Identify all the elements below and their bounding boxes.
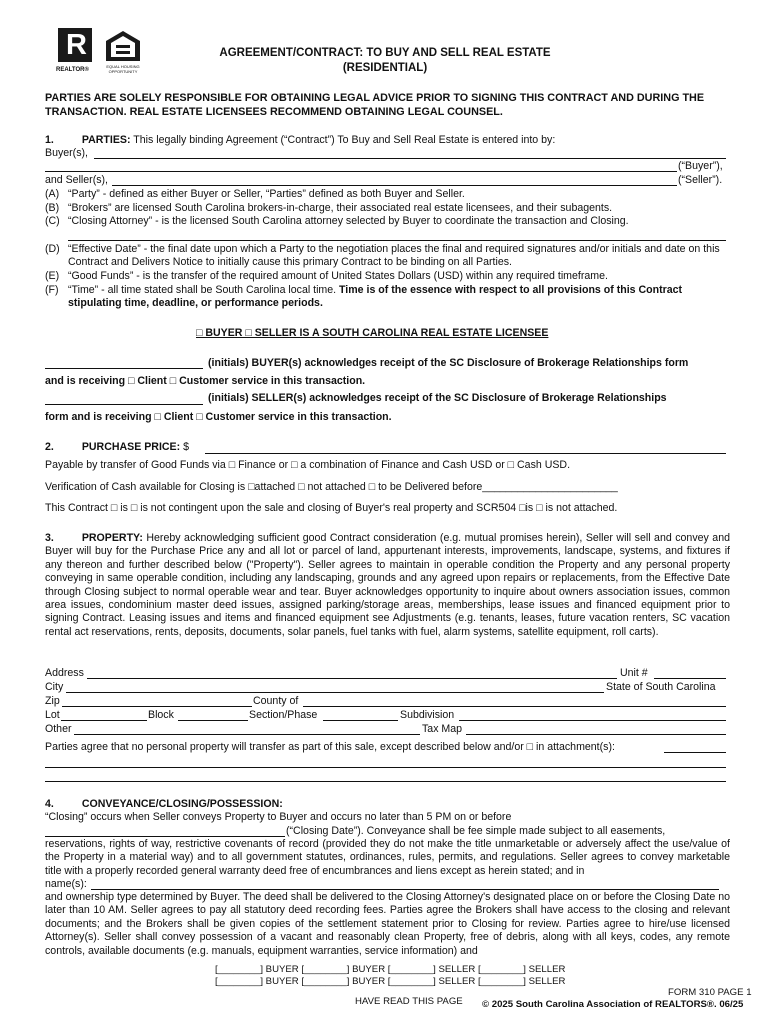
personal-property-field[interactable] [664, 752, 726, 753]
city-label: City [45, 681, 64, 693]
purchase-price-field[interactable] [205, 453, 726, 454]
buyer-ack-line-1: (initials) BUYER(s) acknowledges receipt of the SC Disclosure of Brokerage Relationships form [208, 357, 689, 369]
sellers-label: and Seller(s), [45, 174, 108, 186]
subdivision-field[interactable] [459, 720, 726, 721]
other-field[interactable] [74, 734, 420, 735]
equal-housing-text: EQUAL HOUSING OPPORTUNITY [106, 64, 140, 74]
buyers-name-line[interactable] [94, 158, 726, 159]
definition-d: (D) “Effective Date” - the final date upon which a Party to the negotiation places the final and required signatures and/or initials and date on this Contract and Delivers Notice to initially cause this primary Contract to be binding on all Parties. [45, 243, 720, 269]
definition-e: (E) “Good Funds” - is the transfer of the required amount of United States Dollars (USD) within any required timeframe. [45, 270, 608, 282]
lot-label: Lot [45, 709, 60, 721]
document-title [0, 46, 770, 76]
address-label: Address [45, 667, 84, 679]
personal-property-text[interactable]: Parties agree that no personal property will transfer as part of this sale, except described below and/or □ in attachment(s): [45, 741, 615, 753]
cash-verification[interactable]: Verification of Cash available for Closing is □attached □ not attached □ to be Delivered before_______________________ [45, 481, 618, 493]
block-field[interactable] [178, 720, 248, 721]
title-line-2: (RESIDENTIAL) [342, 62, 428, 74]
section-1-heading: 1. PARTIES: This legally binding Agreement (“Contract”) To Buy and Sell Real Estate is entered into by: [45, 134, 556, 146]
sellers-name-line[interactable] [112, 185, 677, 186]
state-label: State of South Carolina [606, 681, 716, 693]
licensee-checkbox-line[interactable]: □ BUYER □ SELLER IS A SOUTH CAROLINA REAL ESTATE LICENSEE [196, 327, 549, 339]
seller-ack-line-2[interactable]: form and is receiving □ Client □ Customer service in this transaction. [45, 411, 392, 423]
sale-contingency[interactable]: This Contract □ is □ is not contingent upon the sale and closing of Buyer's real property and SCR504 □is □ is not attached. [45, 502, 618, 514]
buyers-label: Buyer(s), [45, 147, 88, 159]
seller-ack-line-1: (initials) SELLER(s) acknowledges receipt of the SC Disclosure of Brokerage Relationships [208, 392, 667, 404]
legal-advice-warning: PARTIES ARE SOLELY RESPONSIBLE FOR OBTAINING LEGAL ADVICE PRIOR TO SIGNING THIS CONTRACT AND DURING THE TRANSACTION. REAL ESTATE LICENSEES RECOMMEND OBTAINING LEGAL COUNSEL. [45, 92, 705, 118]
lot-field[interactable] [61, 720, 147, 721]
title-line-1: AGREEMENT/CONTRACT: TO BUY AND SELL REAL ESTATE [219, 47, 551, 59]
closing-date-tag: (“Closing Date”). Conveyance shall be fee simple made subject to all easements, [286, 825, 666, 837]
names-field[interactable] [91, 889, 719, 890]
zip-field[interactable] [62, 706, 252, 707]
buyer-ack-line-2[interactable]: and is receiving □ Client □ Customer service in this transaction. [45, 375, 366, 387]
buyers-name-line-2[interactable] [45, 171, 677, 172]
definition-a: (A) “Party” - defined as either Buyer or Seller, “Parties” defined as both Buyer and Seller. [45, 188, 465, 200]
block-label: Block [148, 709, 174, 721]
county-field[interactable] [303, 706, 726, 707]
seller-initials-line[interactable] [45, 404, 203, 405]
payable-options[interactable]: Payable by transfer of Good Funds via □ Finance or □ a combination of Finance and Cash USD or □ Cash USD. [45, 459, 571, 471]
buyer-initials-line[interactable] [45, 368, 203, 369]
subdivision-label: Subdivision [400, 709, 455, 721]
definition-b: (B) “Brokers” are licensed South Carolina brokers-in-charge, their associated real estate licensees, and their subagents. [45, 202, 613, 214]
names-label: name(s): [45, 878, 87, 890]
unit-field[interactable] [654, 678, 726, 679]
have-read-label: HAVE READ THIS PAGE [355, 996, 463, 1007]
city-field[interactable] [66, 692, 604, 693]
definition-f: (F) “Time” - all time stated shall be South Carolina local time. Time is of the essence with respect to all provisions of this Contract stipulating time, deadline, or performance periods. [45, 284, 683, 310]
unit-label: Unit # [620, 667, 648, 679]
personal-property-line-3[interactable] [45, 781, 726, 782]
realtor-logo: R [58, 28, 92, 62]
personal-property-line-2[interactable] [45, 767, 726, 768]
section-phase-field[interactable] [323, 720, 398, 721]
initials-row-1[interactable]: [________] BUYER [________] BUYER [________] SELLER [________] SELLER [215, 964, 566, 975]
conveyance-paragraph-2: and ownership type determined by Buyer. The deed shall be delivered to the Closing Attorney's designated place on or before the Closing Date no later than 10 AM. Seller agrees to pay all statutory deed recording fees. Parties agree the Brokers shall have access to the closing and relevant documents; and the Brokers shall be given copies of the settlement statement prior to Closing for review. Parties agree to hire/use licensed Attorney(s). Seller shall convey possession of a vacant and reasonably clean Property, free of debris, along with all keys, codes, any remote controls, available documents (e.g. manuals, equipment warranties, service information) and [45, 891, 730, 957]
definition-c: (C) “Closing Attorney” - is the licensed South Carolina attorney selected by Buyer to coordinate the transaction and Closing. [45, 215, 629, 227]
tax-map-label: Tax Map [422, 723, 463, 735]
seller-tag: (“Seller”). [678, 174, 723, 186]
property-paragraph: 3. PROPERTY: Hereby acknowledging sufficient good Contract consideration (e.g. mutual promises herein), Seller will sell and convey and Buyer will buy for the Purchase Price any and all lot or parcel of land, appurtenant interests, improvements, landscape, systems, and fixtures if any thereon and further described below ("Property"). Seller agrees to maintain in operable condition the Property and any personal property conveying in same operable condition, including any landscaping, grounds and any agreed upon repairs or replacements, from the Effective Date through Closing subject to normal operable wear and tear. Buyer acknowledges opportunity to inquire about owners association issues, common area issues, condominium master deed issues, assigned parking/storage areas, memberships, lease issues and financed equipment prior to signing Contract. Leasing issues and items and financed equipment see Adjustments (e.g. tenants, leases, future vacation renters, SC vacation rental act reservations, rents, deposits, documents, solar panels, fuel tanks with fuel, alarm systems, satellite equipment, roll carts). [45, 532, 730, 638]
zip-label: Zip [45, 695, 60, 707]
section-2-heading: 2. PURCHASE PRICE: $ [45, 441, 190, 453]
section-4-heading: 4. CONVEYANCE/CLOSING/POSSESSION: [45, 798, 283, 810]
buyer-tag: (“Buyer”), [678, 160, 723, 172]
address-field[interactable] [87, 678, 617, 679]
conveyance-paragraph-1: reservations, rights of way, restrictive covenants of record (provided they do not make the title unmarketable or adversely affect the use/value of the Property in a material way) and to all government statutes, ordinances, rules, permits, and regulations. Seller agrees to convey marketable title with a properly recorded general warranty deed free of encumbrances and liens except as herein stated; and in [45, 838, 730, 877]
closing-date-field[interactable] [45, 836, 285, 837]
county-label: County of [253, 695, 299, 707]
other-label: Other [45, 723, 72, 735]
tax-map-field[interactable] [466, 734, 726, 735]
initials-row-2[interactable]: [________] BUYER [________] BUYER [________] SELLER [________] SELLER [215, 976, 566, 987]
closing-definition: “Closing” occurs when Seller conveys Property to Buyer and occurs no later than 5 PM on or before [45, 811, 512, 823]
realtor-logo-text: REALTOR® [56, 67, 89, 73]
closing-attorney-line[interactable] [68, 240, 726, 241]
section-phase-label: Section/Phase [249, 709, 318, 721]
form-page-label: FORM 310 PAGE 1 [668, 987, 752, 998]
copyright-notice: © 2025 South Carolina Association of REALTORS®. 06/25 [482, 999, 744, 1010]
